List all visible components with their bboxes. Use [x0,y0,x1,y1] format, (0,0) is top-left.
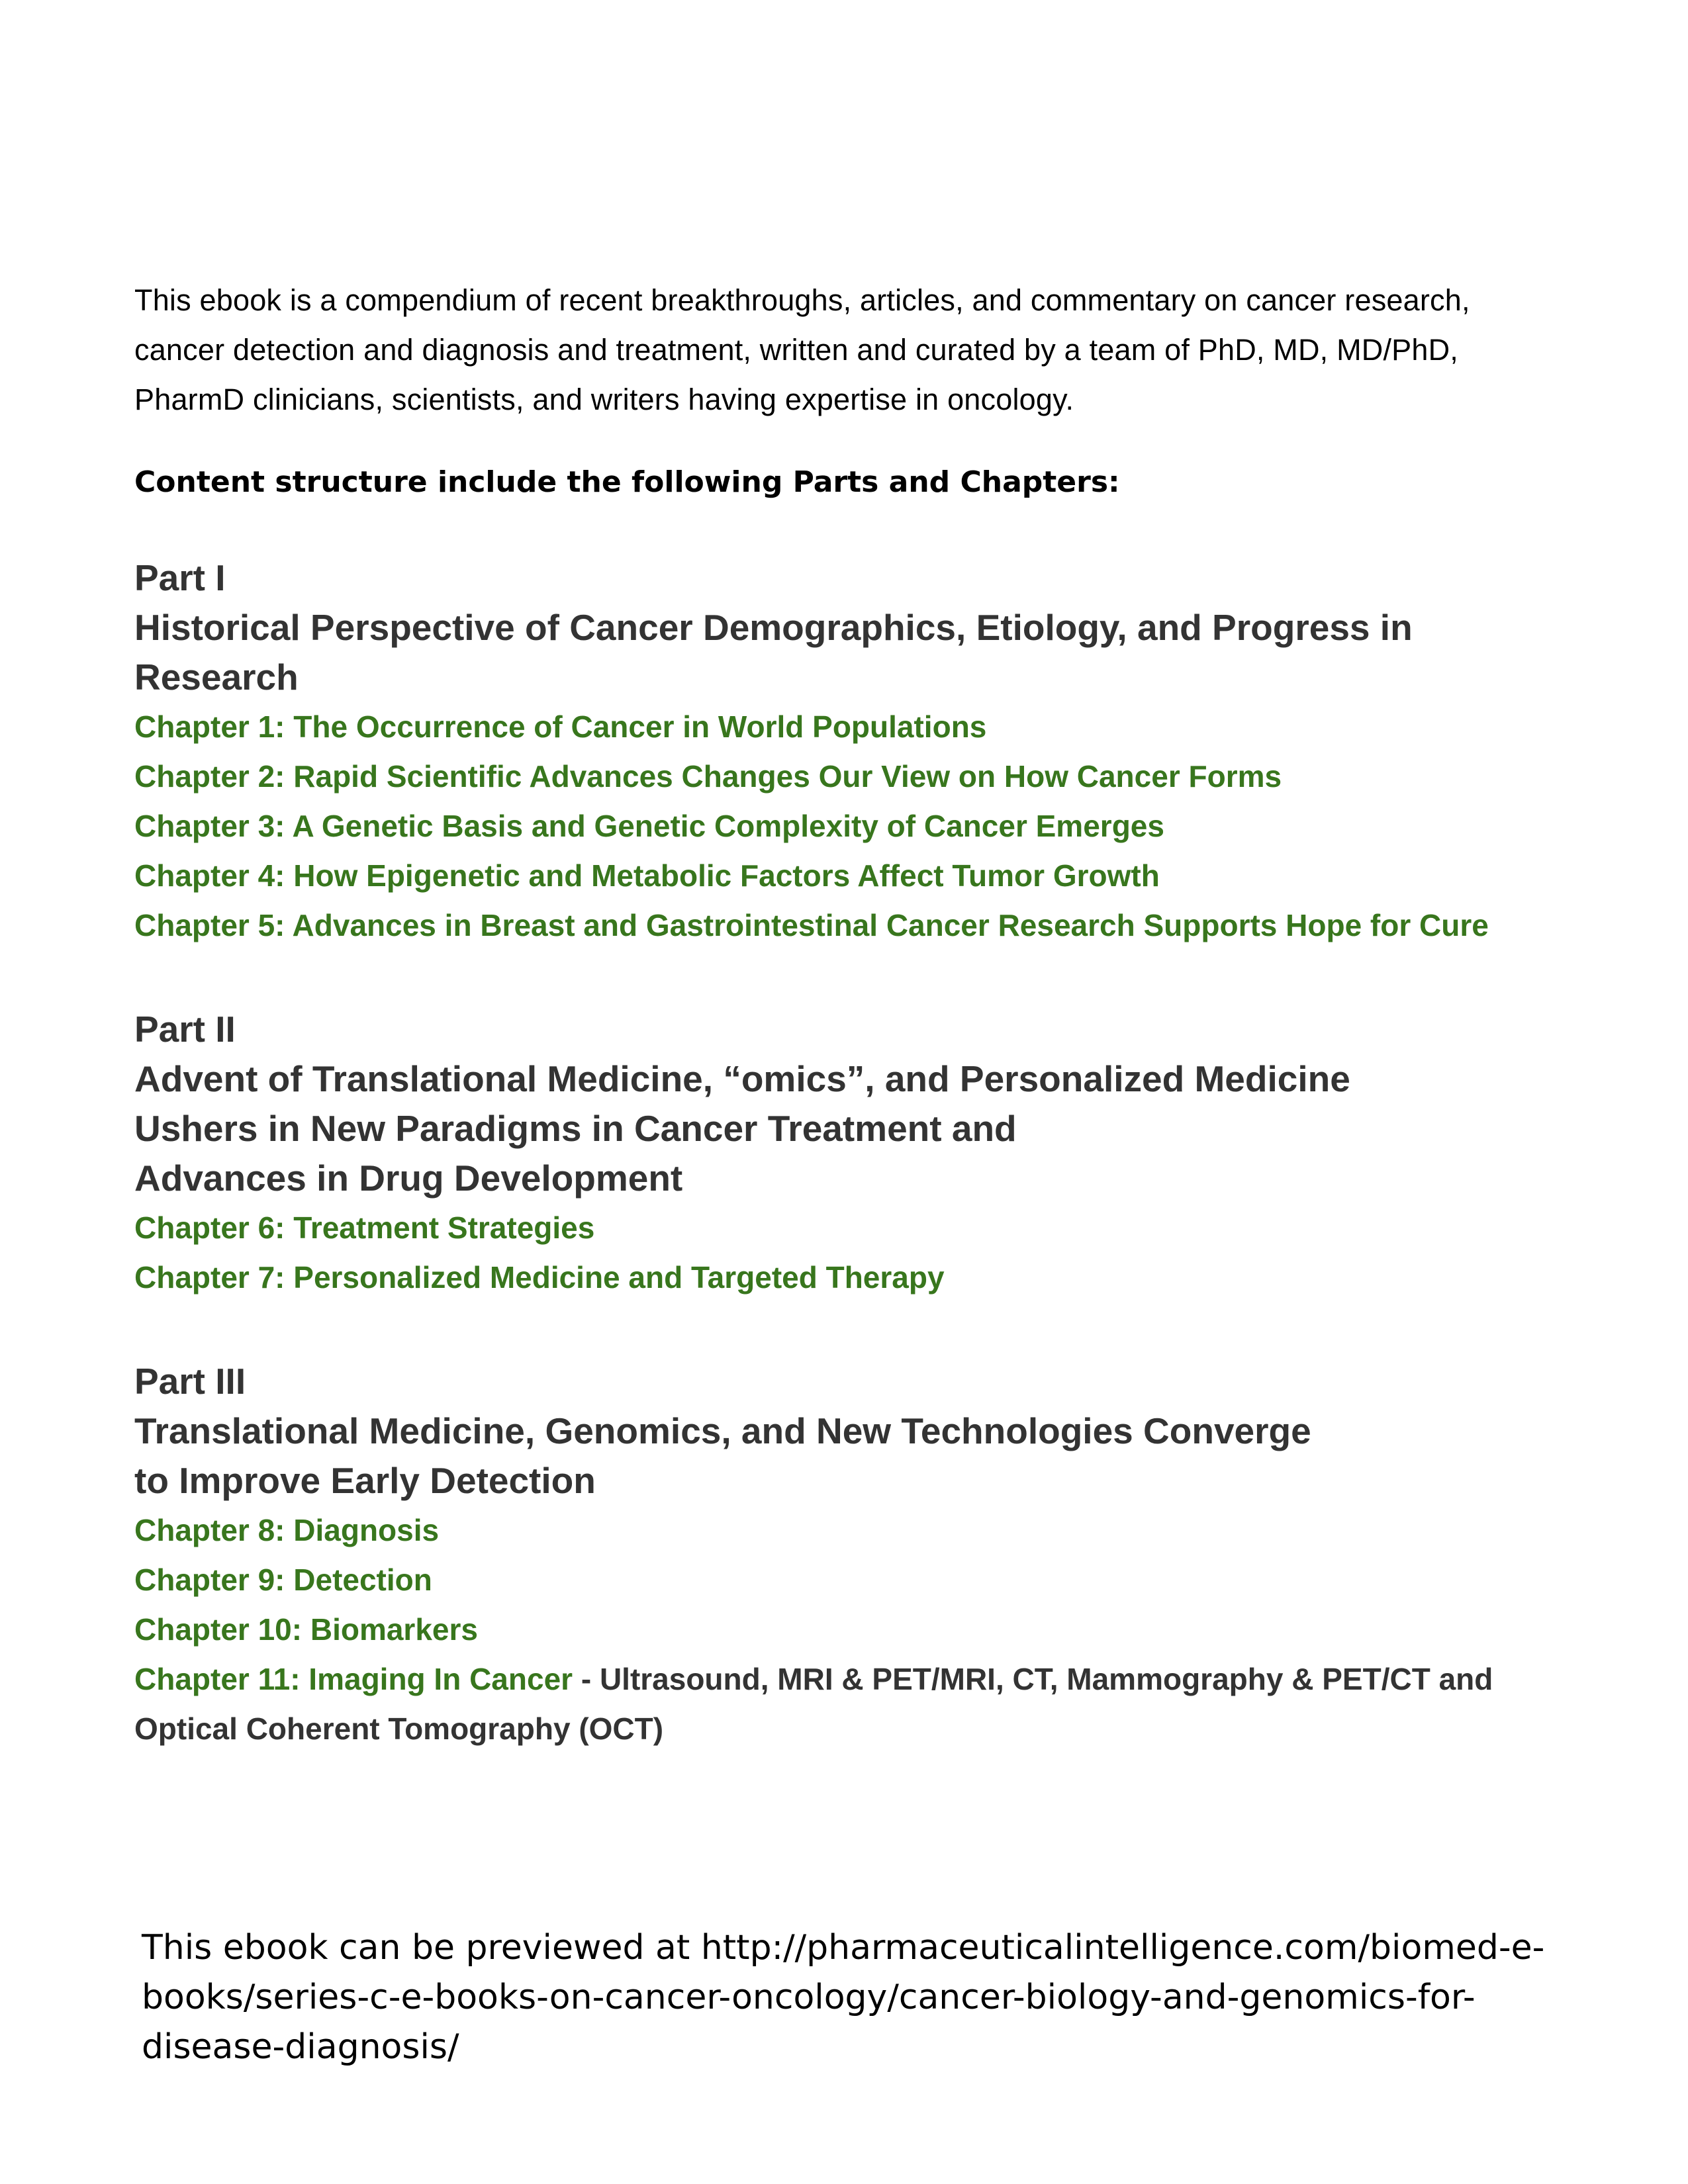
part-title-line-2: to Improve Early Detection [134,1460,596,1501]
part-title-line-3: Advances in Drug Development [134,1158,683,1199]
chapter-list [134,702,1564,950]
intro-paragraph: This ebook is a compendium of recent breakthroughs, articles, and commentary on cancer research, cancer detection and diagnosis and treatment, written and curated by a team of PhD, MD, MD/PhD, PharmD clinicians, scientists, and writers having expertise in oncology. [134,283,1470,416]
part-title-line-1: Translational Medicine, Genomics, and New Technologies Converge [134,1410,1311,1451]
chapter-1-link[interactable]: Chapter 1: The Occurrence of Cancer in World Populations [134,709,987,744]
page-content [134,275,1564,1754]
chapter-6-link[interactable]: Chapter 6: Treatment Strategies [134,1210,595,1245]
part-title-line-2: Ushers in New Paradigms in Cancer Treatment and [134,1108,1017,1149]
part-label: Part III [134,1361,246,1402]
chapter-4-link[interactable]: Chapter 4: How Epigenetic and Metabolic Factors Affect Tumor Growth [134,858,1160,893]
part-3 [134,1357,1564,1754]
chapter-3-link[interactable]: Chapter 3: A Genetic Basis and Genetic Complexity of Cancer Emerges [134,809,1164,843]
part-title: Historical Perspective of Cancer Demographics, Etiology, and Progress in Research [134,607,1413,698]
chapter-5-link[interactable]: Chapter 5: Advances in Breast and Gastrointestinal Cancer Research Supports Hope for Cure [134,908,1489,942]
chapter-10-link[interactable]: Chapter 10: Biomarkers [134,1612,478,1647]
chapter-list [134,1506,1564,1754]
chapter-7-link[interactable]: Chapter 7: Personalized Medicine and Targeted Therapy [134,1260,945,1295]
part-label: Part I [134,557,226,598]
part-2 [134,1005,1564,1302]
chapter-2-link[interactable]: Chapter 2: Rapid Scientific Advances Changes Our View on How Cancer Forms [134,759,1282,794]
chapter-8-link[interactable]: Chapter 8: Diagnosis [134,1513,440,1547]
chapter-11-description: - Ultrasound, MRI & PET/MRI, CT, Mammography & PET/CT and Optical Coherent Tomography (OCT) [134,1662,1493,1746]
chapter-11-item[interactable] [134,1655,1564,1754]
preview-note-text: This ebook can be previewed at [142,1928,701,1968]
preview-url-link[interactable]: http://pharmaceuticalintelligence.com/biomed-e-books/series-c-e-books-on-cancer-oncology/cancer-biology-and-genomics-for-disease-diagnosis/ [142,1928,1545,2067]
chapter-9-link[interactable]: Chapter 9: Detection [134,1563,432,1597]
chapter-list [134,1203,1564,1302]
part-title-line-1: Advent of Translational Medicine, “omics”, and Personalized Medicine [134,1058,1350,1099]
content-structure-heading: Content structure include the following Parts and Chapters: [134,465,1120,499]
chapter-11-link[interactable]: Chapter 11: Imaging In Cancer [134,1662,581,1696]
part-label: Part II [134,1009,236,1050]
part-1 [134,553,1564,950]
preview-note [142,1923,1558,2072]
